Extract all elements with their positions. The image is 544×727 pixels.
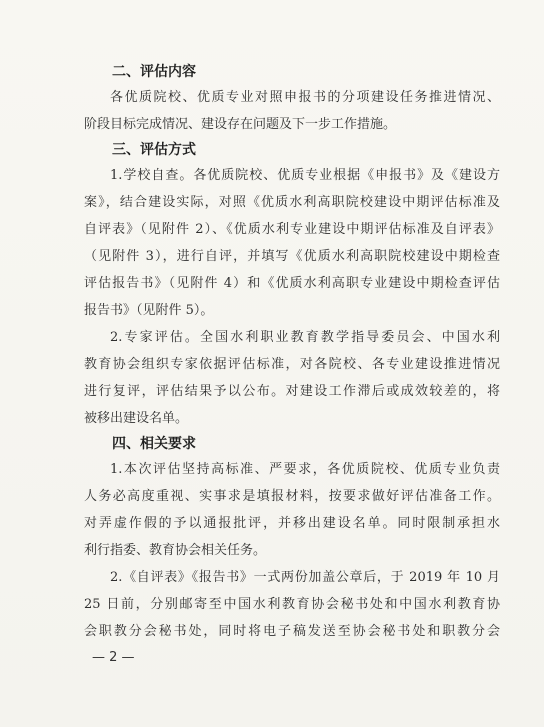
text-line: 案》，结合建设实际，对照《优质水利高职院校建设中期评估标准及 <box>84 195 500 210</box>
text-line: 1.本次评估坚持高标准、严要求，各优质院校、优质专业负责 <box>110 462 500 477</box>
text-line: 对弄虚作假的予以通报批评，并移出建设名单。同时限制承担水 <box>84 516 500 531</box>
paragraph <box>84 84 500 138</box>
paragraph <box>84 564 500 645</box>
text-line: 2.《自评表》《报告书》一式两份加盖公章后，于 2019 年 10 月 <box>110 570 500 585</box>
document-body <box>84 60 500 645</box>
text-line: 报告书》（见附件 5）。 <box>84 303 214 318</box>
text-line: 利行指委、教育协会相关任务。 <box>84 543 267 558</box>
paragraph <box>84 456 500 564</box>
section-heading-evaluation-content: 二、评估内容 <box>112 64 196 80</box>
text-line: 被移出建设名单。 <box>84 411 189 426</box>
text-line: 人务必高度重视、实事求是填报材料，按要求做好评估准备工作。 <box>84 489 500 504</box>
text-line: 自评表》（见附件 2）、《优质水利专业建设中期评估标准及自评表》 <box>84 222 500 237</box>
paragraph <box>84 324 500 432</box>
text-line: 阶段目标完成情况、建设存在问题及下一步工作措施。 <box>84 117 397 132</box>
text-line: 进行复评，评估结果予以公布。对建设工作滞后或成效较差的，将 <box>84 384 500 399</box>
text-line: 各优质院校、优质专业对照申报书的分项建设任务推进情况、 <box>110 90 500 105</box>
text-line: 会职教分会秘书处，同时将电子稿发送至协会秘书处和职教分会 <box>84 624 500 639</box>
text-line: 教育协会组织专家依据评估标准，对各院校、各专业建设推进情况 <box>84 357 500 372</box>
text-line: 1.学校自查。各优质院校、优质专业根据《申报书》及《建设方 <box>110 168 500 183</box>
page-number: — 2 — <box>92 650 135 665</box>
section-heading-related-requirements: 四、相关要求 <box>112 436 196 452</box>
section-heading-evaluation-method: 三、评估方式 <box>112 142 196 158</box>
text-line: 25 日前，分别邮寄至中国水利教育协会秘书处和中国水利教育协 <box>84 597 500 612</box>
text-line: 2.专家评估。全国水利职业教育教学指导委员会、中国水利 <box>110 330 500 345</box>
text-line: 评估报告书》（见附件 4）和《优质水利高职专业建设中期检查评估 <box>84 276 500 291</box>
paragraph <box>84 162 500 324</box>
text-line: （见附件 3），进行自评，并填写《优质水利高职院校建设中期检查 <box>84 249 500 264</box>
